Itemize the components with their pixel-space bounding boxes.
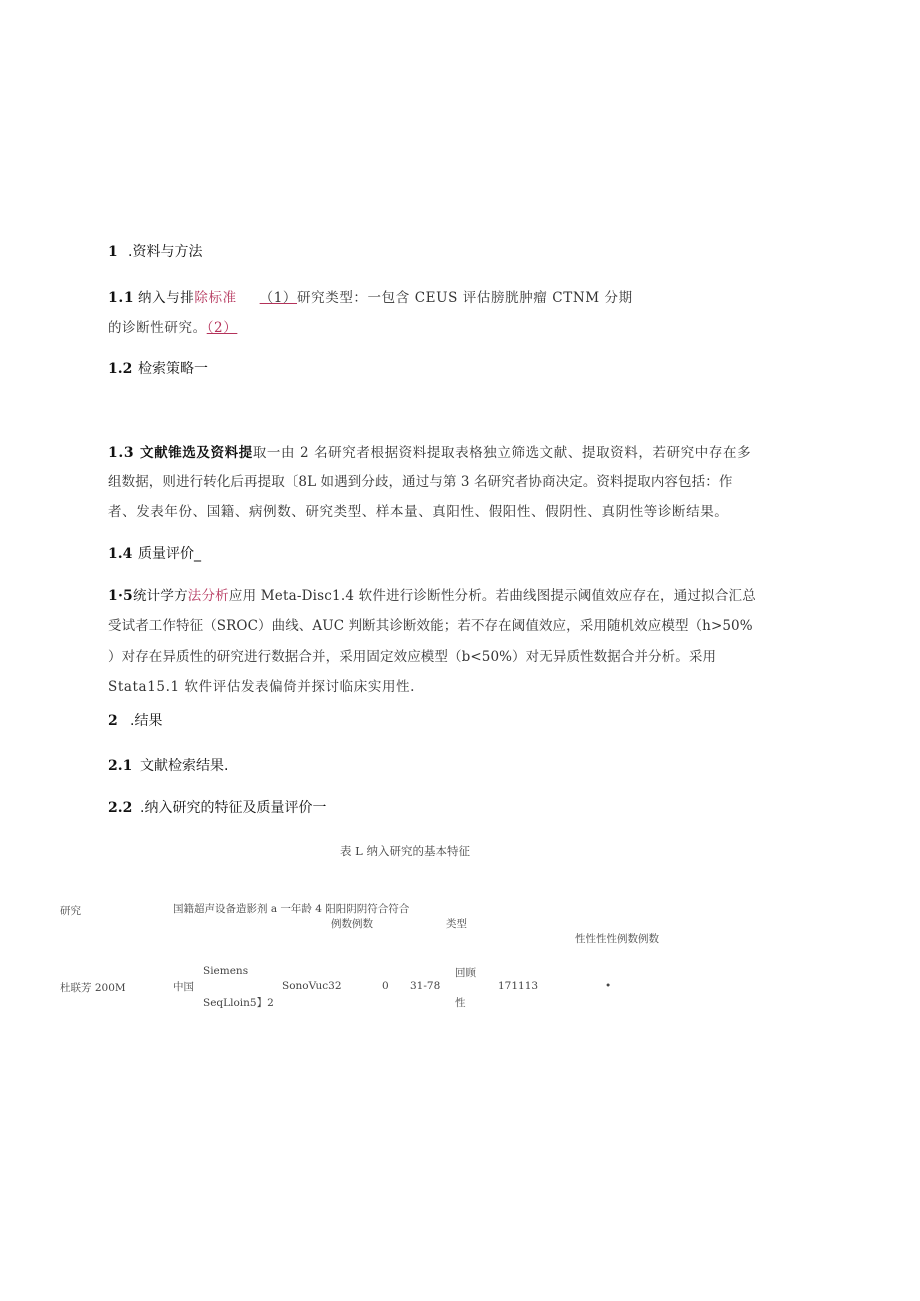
section-1-1-line-1 xyxy=(108,286,633,306)
section-text: 应用 Meta-Disc1.4 软件进行诊断性分析。若曲线图提示阈值效应存在，通过拟合汇总 xyxy=(228,588,756,604)
section-title: 质量评价_ xyxy=(138,546,201,562)
section-1-heading xyxy=(108,241,202,261)
section-1-5-line-1 xyxy=(108,584,756,604)
section-text: 取一由 2 名研究者根据资料提取表格独立筛选文献、提取资料，若研究中存在多 xyxy=(252,445,752,461)
reference-marker-2: （2） xyxy=(206,320,238,336)
section-title: .资料与方法 xyxy=(128,244,203,260)
section-number: 1 xyxy=(108,244,118,260)
section-1-3-line-3: 者、发表年份、国籍、病例数、研究类型、样本量、真阳性、假阳性、假阴性、真阴性等诊断结果。 xyxy=(108,504,729,520)
table-caption: 表 L 纳入研究的基本特征 xyxy=(340,844,470,858)
section-text: 的诊断性研究。 xyxy=(108,320,207,336)
section-number: 1·5 xyxy=(108,588,133,604)
section-number: 2.1 xyxy=(108,758,133,774)
table-cell-values: 171113 xyxy=(498,980,539,992)
section-1-5-line-3: ）对存在异质性的研究进行数据合并，采用固定效应模型（b<50%）对无异质性数据合并分析。采用 xyxy=(108,649,717,665)
section-title: 文献检索结果. xyxy=(140,758,229,774)
section-1-5-line-4: Stata15.1 软件评估发表偏倚并探讨临床实用性. xyxy=(108,679,416,695)
section-title: 检索策略一 xyxy=(138,361,208,377)
section-2-1-heading xyxy=(108,755,228,775)
reference-marker-1: （1） xyxy=(259,290,298,306)
table-cell-agent: SonoVuc32 xyxy=(282,980,342,992)
table-header-study: 研究 xyxy=(60,905,81,917)
table-cell-country: 中国 xyxy=(173,981,194,993)
section-lead-highlight: 除标准 xyxy=(194,290,237,306)
section-title: .结果 xyxy=(130,713,163,729)
section-1-4-heading xyxy=(108,543,201,563)
table-header-type: 类型 xyxy=(446,918,467,930)
table-cell-zero: 0 xyxy=(382,980,389,992)
table-header-main: 国籍超声设备造影剂 a 一年龄 4 阳阳阴阴符合符合 xyxy=(173,903,410,915)
section-number: 2.2 xyxy=(108,800,133,816)
section-number: 1.1 xyxy=(108,290,135,306)
section-title: .纳入研究的特征及质量评价一 xyxy=(140,800,327,816)
table-cell-dot: • xyxy=(605,980,612,992)
section-lead: 纳入与排 xyxy=(138,290,195,306)
section-1-3-line-2: 组数据，则进行转化后再提取〔8L 如遇到分歧，通过与第 3 名研究者协商决定。资料提取内容包括：作 xyxy=(108,474,733,490)
section-1-3-line-1 xyxy=(108,441,751,461)
table-header-cases: 例数例数 xyxy=(331,918,373,930)
section-number: 1.2 xyxy=(108,361,133,377)
section-text: 研究类型：一包含 CEUS 评估膀胱肿瘤 CTNM 分期 xyxy=(297,290,633,306)
table-header-tail: 性性性性例数例数 xyxy=(575,933,659,945)
section-2-2-heading xyxy=(108,797,326,817)
table-cell-age: 31-78 xyxy=(410,980,441,992)
table-cell-device-line-1: Siemens xyxy=(203,965,249,977)
table-cell-type-line-1: 回顾 xyxy=(455,967,476,979)
section-1-5-line-2: 受试者工作特征（SROC）曲线、AUC 判断其诊断效能；若不存在阈值效应，采用随机效应模型（h>50% xyxy=(108,618,753,634)
section-2-heading xyxy=(108,710,162,730)
table-cell-study: 杜联芳 200M xyxy=(60,982,126,994)
table-cell-type-line-2: 性 xyxy=(455,997,466,1009)
section-number: 2 xyxy=(108,713,118,729)
section-1-2-heading xyxy=(108,358,208,378)
section-number: 1.4 xyxy=(108,546,133,562)
section-number: 1.3 xyxy=(108,445,135,461)
section-lead-highlight: 法分析 xyxy=(187,588,229,604)
section-1-1-line-2 xyxy=(108,316,237,336)
section-lead: 统计学方 xyxy=(132,588,188,604)
table-cell-device-line-2: SeqLloin5】2 xyxy=(203,997,274,1009)
section-lead: 文献锥选及资料提 xyxy=(140,445,253,461)
